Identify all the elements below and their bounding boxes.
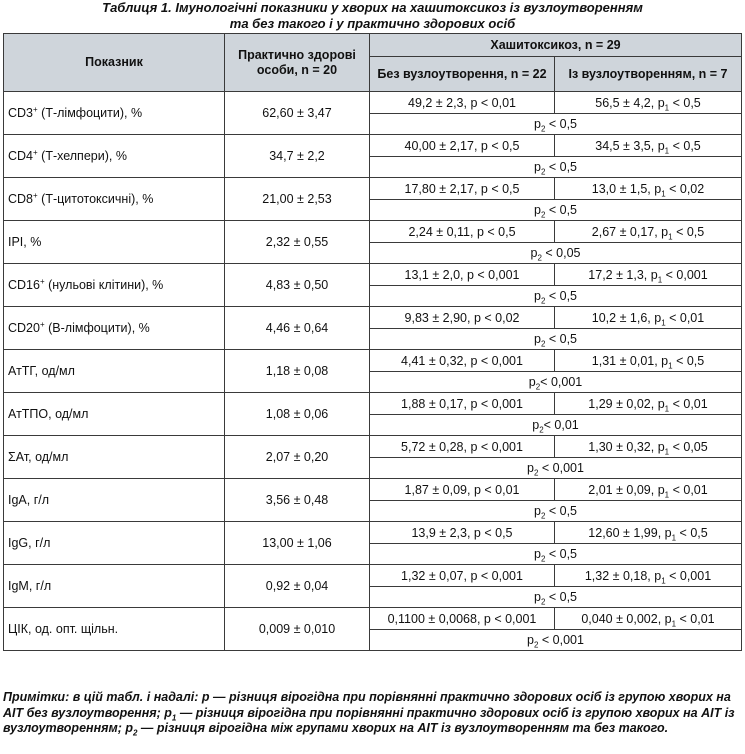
- without-nodules-value: 9,83 ± 2,90, p < 0,02: [370, 307, 555, 329]
- p2-value: [370, 544, 742, 565]
- with-nodules-value-main: 10,2 ± 1,6, p: [591, 310, 662, 325]
- table-title-line2: та без такого і у практично здорових осіб: [229, 16, 516, 31]
- p2-threshold: < 0,001: [538, 633, 584, 647]
- without-nodules-value: 13,1 ± 2,0, p < 0,001: [370, 264, 555, 286]
- with-nodules-value-main: 12,60 ± 1,99, p: [588, 525, 672, 540]
- p2-threshold: < 0,5: [545, 117, 578, 131]
- header-indicator: Показник: [4, 34, 225, 92]
- with-nodules-value: [555, 92, 742, 114]
- notes-part1: Примітки: в цій табл. і надалі: р — різниця вірогідна при порівнянні практично здорових осіб із групою хворих на АІТ без вузлоутворення; p: [3, 690, 731, 720]
- healthy-value: 4,46 ± 0,64: [225, 307, 370, 350]
- indicator-name-rest: (Т-лімфоцити), %: [37, 106, 143, 120]
- with-nodules-value-p: < 0,05: [669, 439, 708, 454]
- p2-threshold: < 0,5: [545, 289, 578, 303]
- p2-sub: 2: [540, 210, 546, 220]
- with-nodules-value-p: < 0,5: [672, 224, 705, 239]
- indicator-name: IgM, г/л: [8, 579, 52, 593]
- without-nodules-value: 2,24 ± 0,11, p < 0,5: [370, 221, 555, 243]
- without-nodules-value: 4,41 ± 0,32, p < 0,001: [370, 350, 555, 372]
- indicator-name: CD16: [8, 278, 40, 292]
- healthy-value: 13,00 ± 1,06: [225, 522, 370, 565]
- indicator-name: CD4: [8, 149, 34, 163]
- healthy-value: 1,18 ± 0,08: [225, 350, 370, 393]
- indicator-cell: [4, 92, 225, 135]
- with-nodules-value: [555, 393, 742, 415]
- p2-value: [370, 458, 742, 479]
- p2-letter: p: [533, 117, 541, 131]
- with-nodules-value-main: 1,32 ± 0,18, p: [584, 568, 662, 583]
- with-nodules-p-sub: 1: [664, 146, 670, 155]
- healthy-value: 34,7 ± 2,2: [225, 135, 370, 178]
- with-nodules-value: [555, 221, 742, 243]
- p2-sub: 2: [540, 597, 546, 607]
- p2-letter: p: [530, 246, 538, 260]
- with-nodules-value: [555, 350, 742, 372]
- indicator-sup: +: [33, 147, 38, 157]
- without-nodules-value: 17,80 ± 2,17, p < 0,5: [370, 178, 555, 200]
- with-nodules-p-sub: 1: [657, 275, 663, 284]
- with-nodules-p-sub: 1: [664, 490, 670, 499]
- with-nodules-value-p: < 0,5: [669, 95, 701, 110]
- with-nodules-value-p: < 0,5: [672, 353, 705, 368]
- indicator-name-rest: (нульові клітини), %: [44, 278, 164, 292]
- with-nodules-value: [555, 522, 742, 544]
- with-nodules-value: [555, 565, 742, 587]
- p2-sub: 2: [540, 167, 546, 177]
- p2-sub: 2: [540, 339, 546, 349]
- without-nodules-value: 1,32 ± 0,07, p < 0,001: [370, 565, 555, 587]
- with-nodules-p-sub: 1: [668, 361, 673, 370]
- with-nodules-value-p: < 0,01: [669, 482, 708, 497]
- healthy-value: 0,92 ± 0,04: [225, 565, 370, 608]
- with-nodules-value-main: 1,29 ± 0,02, p: [588, 396, 665, 411]
- p2-letter: p: [533, 203, 541, 217]
- with-nodules-p-sub: 1: [671, 533, 677, 542]
- p2-value: [370, 372, 742, 393]
- with-nodules-value-p: < 0,5: [676, 525, 708, 540]
- without-nodules-value: 13,9 ± 2,3, p < 0,5: [370, 522, 555, 544]
- p2-letter: p: [528, 375, 536, 389]
- header-without-nodules: Без вузлоутворення, n = 22: [370, 57, 555, 92]
- table-row: [4, 565, 742, 587]
- table-row: [4, 178, 742, 200]
- indicator-name: IPI, %: [8, 235, 42, 249]
- p2-value: [370, 200, 742, 221]
- healthy-value: 21,00 ± 2,53: [225, 178, 370, 221]
- with-nodules-p-sub: 1: [661, 576, 666, 585]
- p2-value: [370, 501, 742, 522]
- p2-sub: 2: [540, 511, 546, 521]
- indicator-cell: [4, 393, 225, 436]
- p2-threshold: < 0,5: [545, 590, 578, 604]
- indicator-cell: [4, 221, 225, 264]
- p2-value: [370, 329, 742, 350]
- indicator-cell: [4, 264, 225, 307]
- indicator-name: CD3: [8, 106, 34, 120]
- p2-sub: 2: [540, 554, 546, 564]
- p2-letter: p: [527, 633, 534, 647]
- healthy-value: 2,32 ± 0,55: [225, 221, 370, 264]
- p2-sub: 2: [533, 468, 539, 478]
- table-title: [0, 0, 745, 32]
- p2-value: [370, 243, 742, 264]
- with-nodules-value-p: < 0,02: [665, 181, 705, 196]
- without-nodules-value: 49,2 ± 2,3, p < 0,01: [370, 92, 555, 114]
- table-row: [4, 522, 742, 544]
- indicator-name: ЦІК, од. опт. щільн.: [8, 622, 119, 636]
- table-row: [4, 307, 742, 329]
- table-row: [4, 350, 742, 372]
- table-row: [4, 436, 742, 458]
- with-nodules-value: [555, 307, 742, 329]
- table-row: [4, 221, 742, 243]
- with-nodules-value-p: < 0,01: [669, 396, 708, 411]
- p2-threshold: < 0,05: [541, 246, 581, 260]
- p2-sub: 2: [535, 382, 541, 392]
- indicator-name: IgG, г/л: [8, 536, 51, 550]
- with-nodules-value-main: 2,01 ± 0,09, p: [588, 482, 665, 497]
- p2-letter: p: [533, 547, 541, 561]
- healthy-value: 2,07 ± 0,20: [225, 436, 370, 479]
- with-nodules-value-main: 0,040 ± 0,002, p: [581, 611, 672, 626]
- indicator-cell: [4, 479, 225, 522]
- with-nodules-value: [555, 178, 742, 200]
- table-notes: [3, 690, 741, 737]
- without-nodules-value: 1,88 ± 0,17, p < 0,001: [370, 393, 555, 415]
- with-nodules-value-p: < 0,01: [676, 611, 715, 626]
- with-nodules-value-main: 56,5 ± 4,2, p: [595, 95, 665, 110]
- indicator-sup: +: [39, 319, 45, 329]
- p2-letter: p: [533, 504, 541, 518]
- table-row: [4, 479, 742, 501]
- without-nodules-value: 5,72 ± 0,28, p < 0,001: [370, 436, 555, 458]
- with-nodules-value-main: 2,67 ± 0,17, p: [591, 224, 669, 239]
- p2-sub: 2: [533, 640, 539, 650]
- p2-threshold: < 0,01: [543, 418, 579, 432]
- indicator-sup: +: [33, 190, 38, 200]
- healthy-value: 0,009 ± 0,010: [225, 608, 370, 651]
- indicator-name: IgA, г/л: [8, 493, 50, 507]
- p2-value: [370, 415, 742, 436]
- p2-value: [370, 587, 742, 608]
- immunology-table: [3, 33, 742, 651]
- with-nodules-value: [555, 479, 742, 501]
- p2-sub: 2: [537, 253, 542, 263]
- with-nodules-p-sub: 1: [664, 404, 670, 413]
- indicator-name: ΣАт, од/мл: [8, 450, 69, 464]
- p2-threshold: < 0,001: [538, 461, 584, 475]
- without-nodules-value: 1,87 ± 0,09, p < 0,01: [370, 479, 555, 501]
- with-nodules-value-main: 13,0 ± 1,5, p: [591, 181, 662, 196]
- notes-part3: — різниця вірогідна між групами хворих на АІТ із вузлоутворенням та без такого.: [137, 721, 669, 735]
- p2-sub: 2: [539, 425, 544, 435]
- p2-threshold: < 0,5: [545, 160, 578, 174]
- with-nodules-value-main: 1,30 ± 0,32, p: [588, 439, 665, 454]
- p2-threshold: < 0,5: [545, 547, 578, 561]
- p2-threshold: < 0,001: [540, 375, 583, 389]
- indicator-name: CD20: [8, 321, 40, 335]
- with-nodules-value-p: < 0,5: [669, 138, 701, 153]
- healthy-value: 3,56 ± 0,48: [225, 479, 370, 522]
- with-nodules-p-sub: 1: [664, 447, 670, 456]
- table-title-line1: Таблиця 1. Імунологічні показники у хворих на хашитоксикоз із вузлоутворенням: [102, 0, 643, 15]
- with-nodules-value-p: < 0,001: [662, 267, 708, 282]
- indicator-sup: +: [33, 104, 38, 114]
- p2-value: [370, 114, 742, 135]
- indicator-name: CD8: [8, 192, 34, 206]
- header-row-1: [4, 34, 742, 57]
- indicator-cell: [4, 350, 225, 393]
- with-nodules-p-sub: 1: [661, 189, 666, 198]
- p2-value: [370, 157, 742, 178]
- indicator-cell: [4, 436, 225, 479]
- notes-part2: — різниця вірогідна при порівнянні практично здорових осіб із групою хворих на АІТ із вузлоутворенням; p: [3, 705, 735, 735]
- indicator-cell: [4, 522, 225, 565]
- header-with-nodules: Із вузлоутворенням, n = 7: [555, 57, 742, 92]
- table-row: [4, 135, 742, 157]
- p2-sub: 2: [540, 124, 546, 134]
- p2-letter: p: [533, 160, 541, 174]
- with-nodules-value: [555, 264, 742, 286]
- with-nodules-value-p: < 0,01: [665, 310, 705, 325]
- indicator-cell: [4, 178, 225, 221]
- p2-sub: 2: [540, 296, 546, 306]
- with-nodules-value-p: < 0,001: [665, 568, 712, 583]
- p2-letter: p: [533, 590, 541, 604]
- with-nodules-p-sub: 1: [664, 103, 670, 112]
- p2-letter: p: [527, 461, 534, 475]
- without-nodules-value: 0,1100 ± 0,0068, p < 0,001: [370, 608, 555, 630]
- table-row: [4, 264, 742, 286]
- p2-letter: p: [533, 289, 541, 303]
- indicator-cell: [4, 135, 225, 178]
- indicator-cell: [4, 307, 225, 350]
- p2-letter: p: [533, 332, 541, 346]
- indicator-name-rest: (Т-цитотоксичні), %: [37, 192, 154, 206]
- indicator-cell: [4, 608, 225, 651]
- healthy-value: 1,08 ± 0,06: [225, 393, 370, 436]
- p2-threshold: < 0,5: [545, 203, 578, 217]
- without-nodules-value: 40,00 ± 2,17, p < 0,5: [370, 135, 555, 157]
- with-nodules-value: [555, 436, 742, 458]
- table-row: [4, 92, 742, 114]
- notes-sub2: 2: [133, 728, 138, 738]
- indicator-sup: +: [39, 276, 45, 286]
- indicator-name-rest: (В-лімфоцити), %: [44, 321, 150, 335]
- indicator-name-rest: (Т-хелпери), %: [37, 149, 127, 163]
- indicator-cell: [4, 565, 225, 608]
- with-nodules-value: [555, 608, 742, 630]
- with-nodules-value-main: 34,5 ± 3,5, p: [595, 138, 665, 153]
- with-nodules-p-sub: 1: [668, 232, 673, 241]
- with-nodules-value-main: 17,2 ± 1,3, p: [588, 267, 658, 282]
- header-healthy: Практично здорові особи, n = 20: [225, 34, 370, 92]
- table-body: [4, 92, 742, 651]
- p2-value: [370, 286, 742, 307]
- header-hashitoxicosis: Хашитоксикоз, n = 29: [370, 34, 742, 57]
- table-row: [4, 608, 742, 630]
- table-row: [4, 393, 742, 415]
- p2-letter: p: [532, 418, 540, 432]
- indicator-name: АтТГ, од/мл: [8, 364, 75, 378]
- healthy-value: 4,83 ± 0,50: [225, 264, 370, 307]
- p2-value: [370, 630, 742, 651]
- with-nodules-p-sub: 1: [661, 318, 666, 327]
- with-nodules-value: [555, 135, 742, 157]
- with-nodules-p-sub: 1: [671, 619, 677, 628]
- p2-threshold: < 0,5: [545, 504, 578, 518]
- p2-threshold: < 0,5: [545, 332, 578, 346]
- indicator-name: АтТПО, од/мл: [8, 407, 89, 421]
- with-nodules-value-main: 1,31 ± 0,01, p: [591, 353, 669, 368]
- healthy-value: 62,60 ± 3,47: [225, 92, 370, 135]
- notes-sub1: 1: [171, 713, 177, 722]
